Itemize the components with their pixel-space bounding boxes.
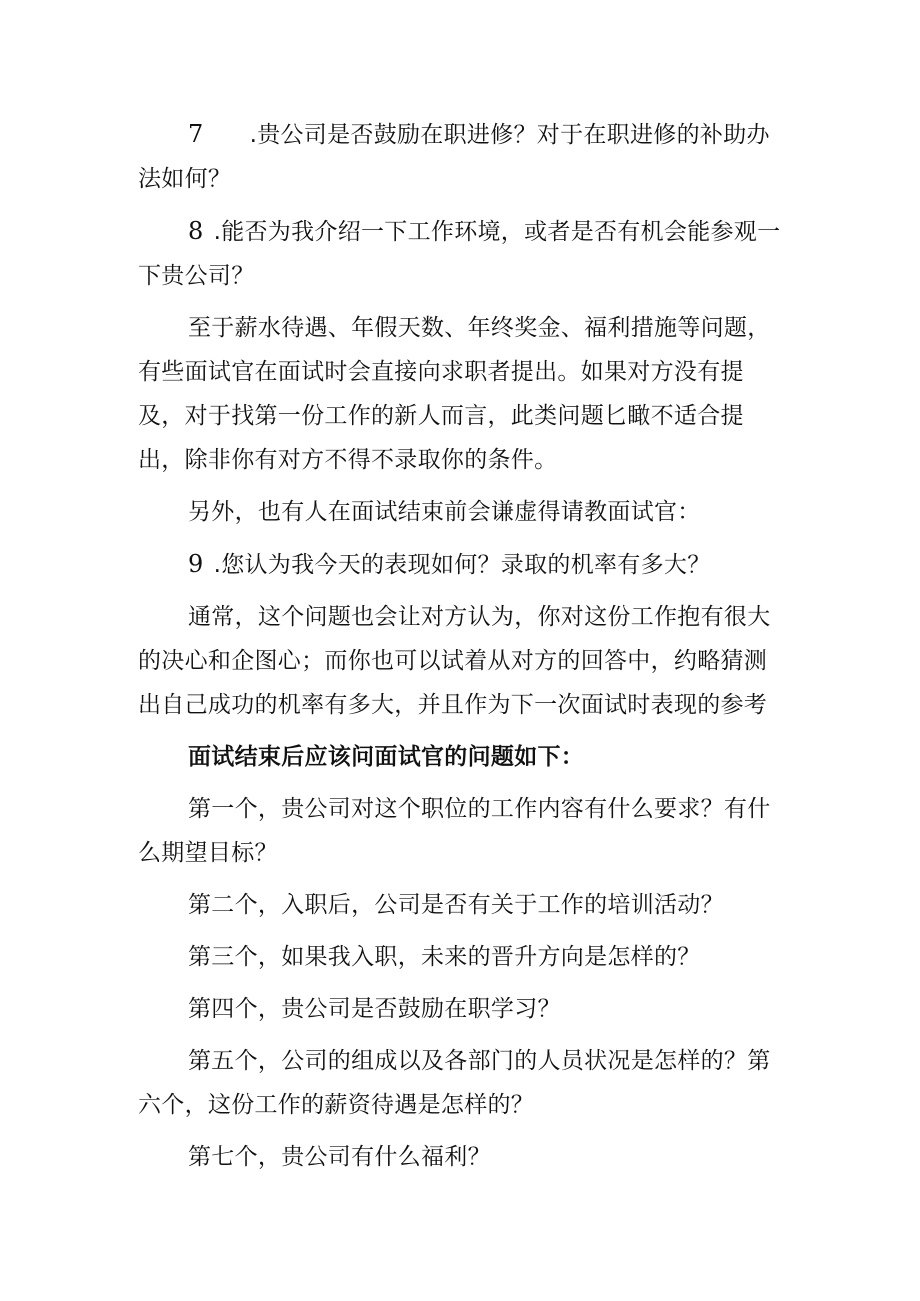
item-number: 7 <box>188 120 204 148</box>
paragraph-explanation: 通常，这个问题也会让对方认为，你对这份工作抱有很大的决心和企图心；而你也可以试着从对方的回答中，约略猜测出自己成功的机率有多大，并且作为下一次面试时表现的参考 <box>138 604 771 718</box>
paragraph-question-7 <box>138 112 788 201</box>
item-number: 9 <box>188 550 204 578</box>
paragraph-first: 第一个，贵公司对这个职位的工作内容有什么要求？有什么期望目标？ <box>138 796 771 866</box>
paragraph-besides: 另外，也有人在面试结束前会谦虚得请教面试官： <box>188 499 701 525</box>
paragraph-fifth-sixth: 第五个，公司的组成以及各部门的人员状况是怎样的？第六个，这份工作的薪资待遇是怎样的？ <box>138 1048 771 1118</box>
paragraph-question-8 <box>138 209 788 298</box>
paragraph-second: 第二个，入职后，公司是否有关于工作的培训活动？ <box>188 892 724 918</box>
paragraph-third: 第三个，如果我入职，未来的晋升方向是怎样的？ <box>188 944 701 970</box>
paragraph-text: .能否为我介绍一下工作环境，或者是否有机会能参观一下贵公司？ <box>138 219 781 289</box>
section-heading: 面试结束后应该问面试官的问题如下： <box>188 744 585 770</box>
paragraph-text: .您认为我今天的表现如何？录取的机率有多大？ <box>213 552 711 578</box>
item-number: 8 <box>188 217 204 245</box>
document-page <box>138 112 788 1187</box>
paragraph-text: .贵公司是否鼓励在职进修？对于在职进修的补助办法如何？ <box>138 122 770 192</box>
paragraph-seventh: 第七个，贵公司有什么福利？ <box>188 1144 491 1170</box>
paragraph-fourth: 第四个，贵公司是否鼓励在职学习？ <box>188 996 561 1022</box>
paragraph-salary-note: 至于薪水待遇、年假天数、年终奖金、福利措施等问题，有些面试官在面试时会直接向求职者提出。如果对方没有提及，对于找第一份工作的新人而言，此类问题匕瞰不适合提出，除非你有对方不得不录取你的条件。 <box>138 315 771 473</box>
paragraph-question-9 <box>138 542 788 587</box>
